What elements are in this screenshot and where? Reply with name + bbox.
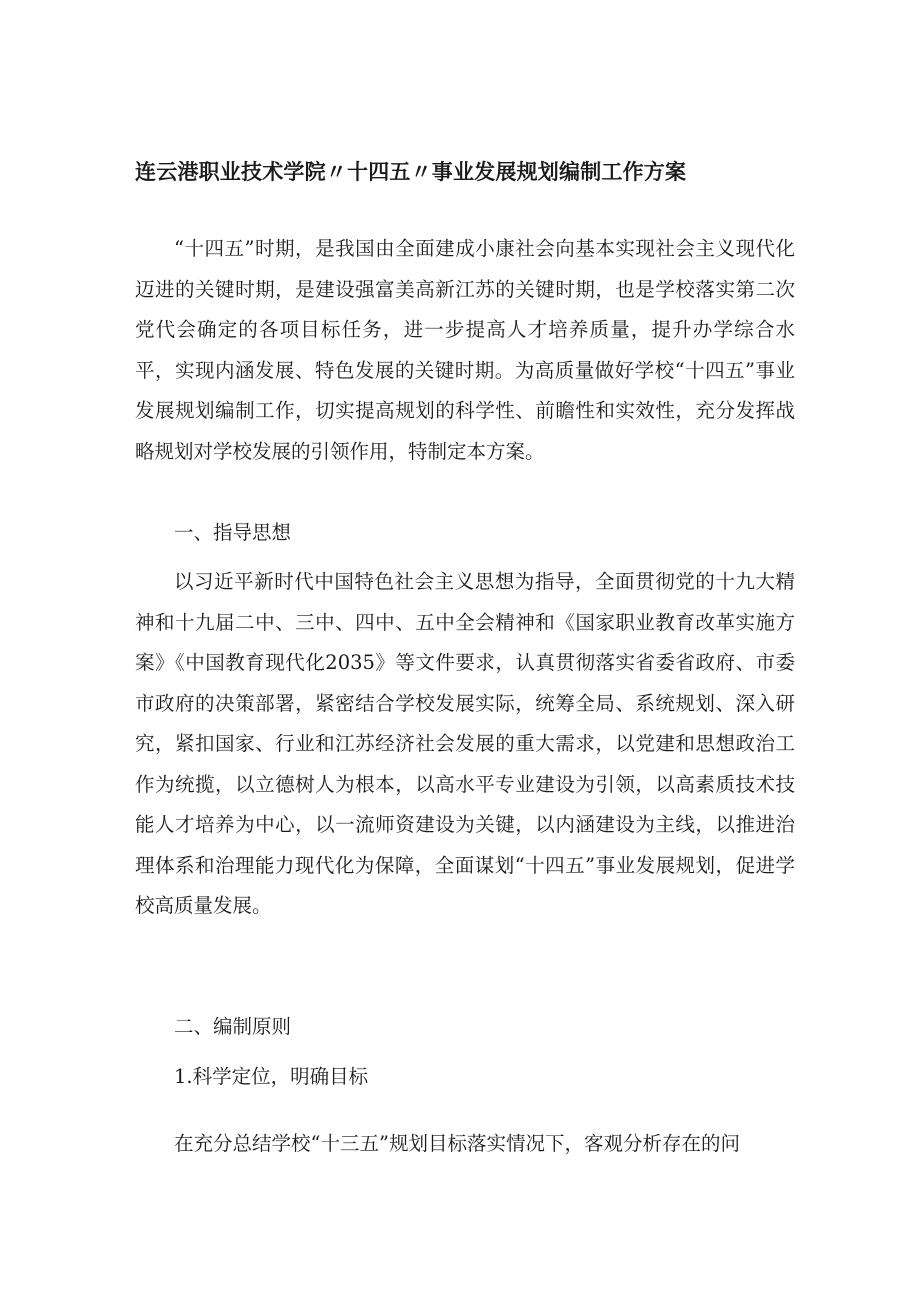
intro-paragraph: “十四五”时期，是我国由全面建成小康社会向基本实现社会主义现代化迈进的关键时期，是建设强富美高新江苏的关键时期，也是学校落实第二次党代会确定的各项目标任务，进一步提高人才培养质量，提升办学综合水平，实现内涵发展、特色发展的关键时期。为高质量做好学校“十四五”事业发展规划编制工作，切实提高规划的科学性、前瞻性和实效性，充分发挥战略规划对学校发展的引领作用，特制定本方案。 <box>135 237 795 463</box>
section-heading-principles: 二、编制原则 <box>174 1015 292 1038</box>
subsection-heading-positioning: 1.科学定位，明确目标 <box>174 1065 369 1088</box>
guiding-ideology-paragraph: 以习近平新时代中国特色社会主义思想为指导，全面贯彻党的十九大精神和十九届二中、三中、四中、五中全会精神和《国家职业教育改革实施方案》《中国教育现代化2035》等文件要求，认真贯彻落实省委省政府、市委市政府的决策部署，紧密结合学校发展实际，统筹全局、系统规划、深入研究，紧扣国家、行业和江苏经济社会发展的重大需求，以党建和思想政治工作为统揽，以立德树人为根本，以高水平专业建设为引领，以高素质技术技能人才培养为中心，以一流师资建设为关键，以内涵建设为主线，以推进治理体系和治理能力现代化为保障，全面谋划“十四五”事业发展规划，促进学校高质量发展。 <box>135 570 795 917</box>
section-heading-guiding-ideology: 一、指导思想 <box>174 521 292 544</box>
positioning-paragraph: 在充分总结学校“十三五”规划目标落实情况下，客观分析存在的问 <box>174 1132 740 1155</box>
document-title: 连云港职业技术学院〃十四五〃事业发展规划编制工作方案 <box>135 160 687 184</box>
